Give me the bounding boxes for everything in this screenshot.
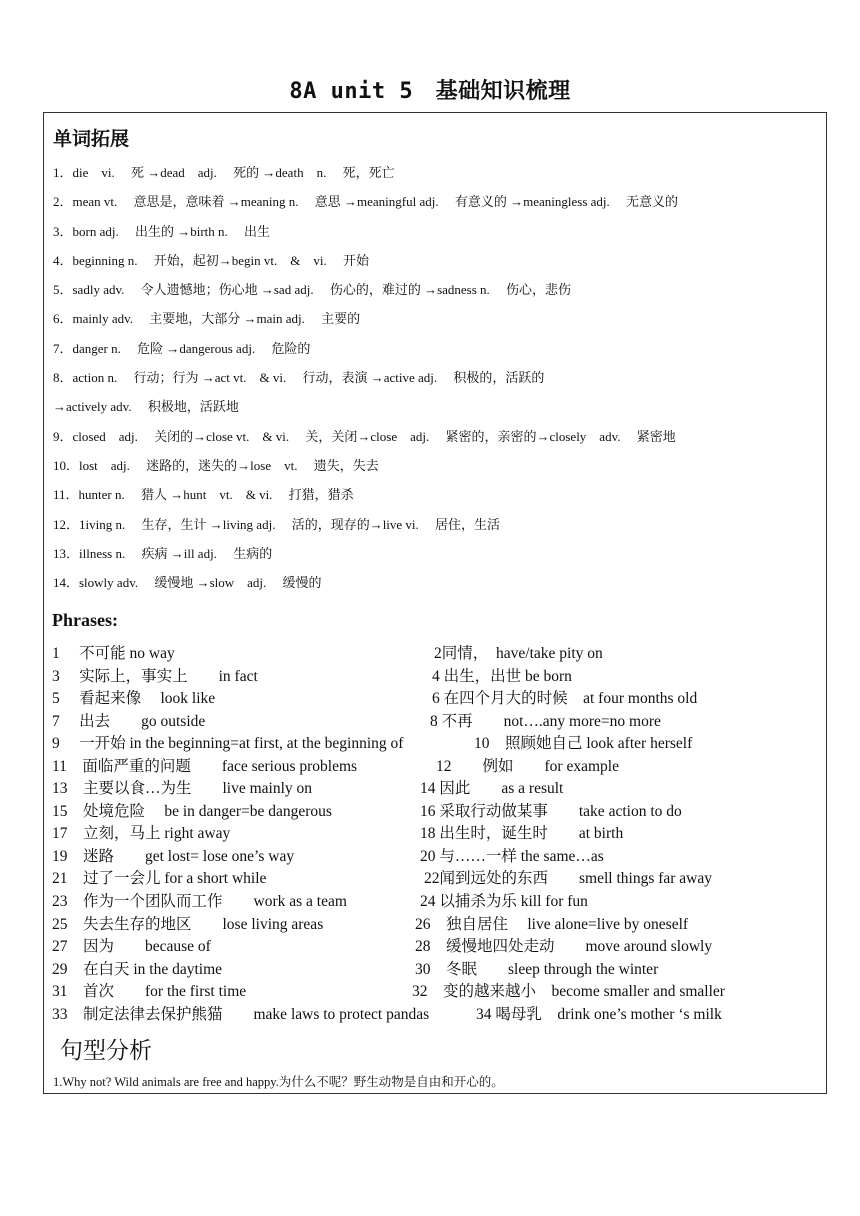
phrase-right: 2同情， have/take pity on [434,645,603,662]
phrase-right: 30 冬眠 sleep through the winter [415,960,659,978]
phrase-row [52,666,822,689]
phrase-left: 5 看起来像 look like [52,690,216,708]
phrase-row [52,959,822,982]
phrase-left: 7 出去 go outside [52,712,206,730]
phrase-left: 13 主要以食…为生 live mainly on [52,780,313,798]
page-title: 8A unit 5 基础知识梳理 [289,79,571,104]
phrase-right: 22闻到远处的东西 smell things far away [424,870,713,888]
vocab-item: 6．mainly adv. 主要地，大部分 →main adj. 主要的 [53,311,361,327]
phrase-left: 29 在白天 in the daytime [52,960,223,978]
phrase-row [52,688,822,711]
sentence-item: 1.Why not? Wild animals are free and happy.为什么不呢？野生动物是自由和开心的。 [53,1075,504,1089]
phrase-row [52,756,822,779]
phrase-list [52,643,822,1026]
phrase-right: 34 喝母乳 drink one’s mother ‘s milk [476,1005,722,1023]
phrase-left: 11 面临严重的问题 face serious problems [52,757,358,775]
phrase-left: 3 实际上，事实上 in fact [52,667,258,685]
phrase-right: 20 与……一样 the same…as [420,847,604,865]
phrase-right: 14 因此 as a result [420,780,564,798]
phrase-row [52,823,822,846]
phrase-left: 9 一开始 in the beginning=at first, at the beginning of [52,735,404,753]
phrase-left: 1 不可能 no way [52,645,175,662]
phrase-left: 17 立刻，马上 right away [52,825,231,843]
phrase-row [52,891,822,914]
phrase-row [52,801,822,824]
phrase-row [52,914,822,937]
phrase-right: 8 不再 not….any more=no more [430,712,661,730]
vocab-item: 7．danger n. 危险 →dangerous adj. 危险的 [53,340,311,356]
vocab-item: 11．hunter n. 猎人 →hunt vt. & vi. 打猎，猎杀 [53,487,354,503]
phrase-right: 18 出生时，诞生时 at birth [420,825,624,843]
phrase-right: 10 照顾她自己 look after herself [474,735,693,753]
vocab-item: 13．illness n. 疾病 →ill adj. 生病的 [53,545,273,561]
phrase-left: 19 迷路 get lost= lose one’s way [52,847,295,865]
sentence-heading: 句型分析 [60,1038,152,1064]
phrase-right: 16 采取行动做某事 take action to do [420,802,682,820]
vocab-item: 2．mean vt. 意思是，意味着 →meaning n. 意思 →meaningful adj. 有意义的 →meaningless adj. 无意义的 [53,194,679,210]
vocab-item: 14．slowly adv. 缓慢地 →slow adj. 缓慢的 [53,575,322,591]
phrase-row [52,936,822,959]
phrase-right: 26 独自居住 live alone=live by oneself [415,915,689,933]
phrase-right: 4 出生，出世 be born [432,667,572,685]
phrase-right: 32 变的越来越小 become smaller and smaller [412,983,725,1001]
phrase-right: 12 例如 for example [436,757,619,775]
phrase-row [52,733,822,756]
phrase-left: 33 制定法律去保护熊猫 make laws to protect pandas [52,1005,430,1023]
phrase-left: 23 作为一个团队而工作 work as a team [52,893,347,911]
vocab-item: 12．1iving n. 生存，生计 →living adj. 活的，现存的→live vi. 居住，生活 [53,516,501,532]
vocab-item: 4．beginning n. 开始，起初→begin vt. & vi. 开始 [53,252,369,268]
phrase-right: 28 缓慢地四处走动 move around slowly [415,938,713,956]
vocab-item: 5．sadly adv. 令人遗憾地；伤心地 →sad adj. 伤心的，难过的 →sadness n. 伤心，悲伤 [53,282,572,298]
phrase-row [52,846,822,869]
vocab-item: 9．closed adj. 关闭的→close vt. & vi. 关，关闭→close adj. 紧密的，亲密的→closely adv. 紧密地 [53,428,676,444]
vocab-item: 1．die vi. 死 →dead adj. 死的 →death n. 死，死亡 [53,165,395,180]
vocab-item: →actively adv. 积极地，活跃地 [53,399,239,415]
phrase-row [52,981,822,1004]
vocab-item: 8．action n. 行动；行为 →act vt. & vi. 行动，表演 →active adj. 积极的，活跃的 [53,370,545,386]
phrase-row [52,1004,822,1027]
phrase-left: 27 因为 because of [52,938,211,956]
vocab-list [53,158,823,597]
phrase-left: 15 处境危险 be in danger=be dangerous [52,802,332,820]
phrase-left: 31 首次 for the first time [52,983,247,1001]
phrase-left: 21 过了一会儿 for a short while [52,870,267,888]
phrase-right: 6 在四个月大的时候 at four months old [432,690,698,708]
phrase-row [52,711,822,734]
vocab-heading: 单词拓展 [53,128,130,150]
phrase-left: 25 失去生存的地区 lose living areas [52,915,324,933]
phrases-heading: Phrases: [52,610,118,630]
vocab-item: 3．born adj. 出生的 →birth n. 出生 [53,223,271,239]
phrase-row [52,778,822,801]
vocab-item: 10．lost adj. 迷路的，迷失的→lose vt. 遗失，失去 [53,457,379,473]
phrase-row [52,643,822,666]
phrase-row [52,868,822,891]
phrase-right: 24 以捕杀为乐 kill for fun [420,893,588,911]
